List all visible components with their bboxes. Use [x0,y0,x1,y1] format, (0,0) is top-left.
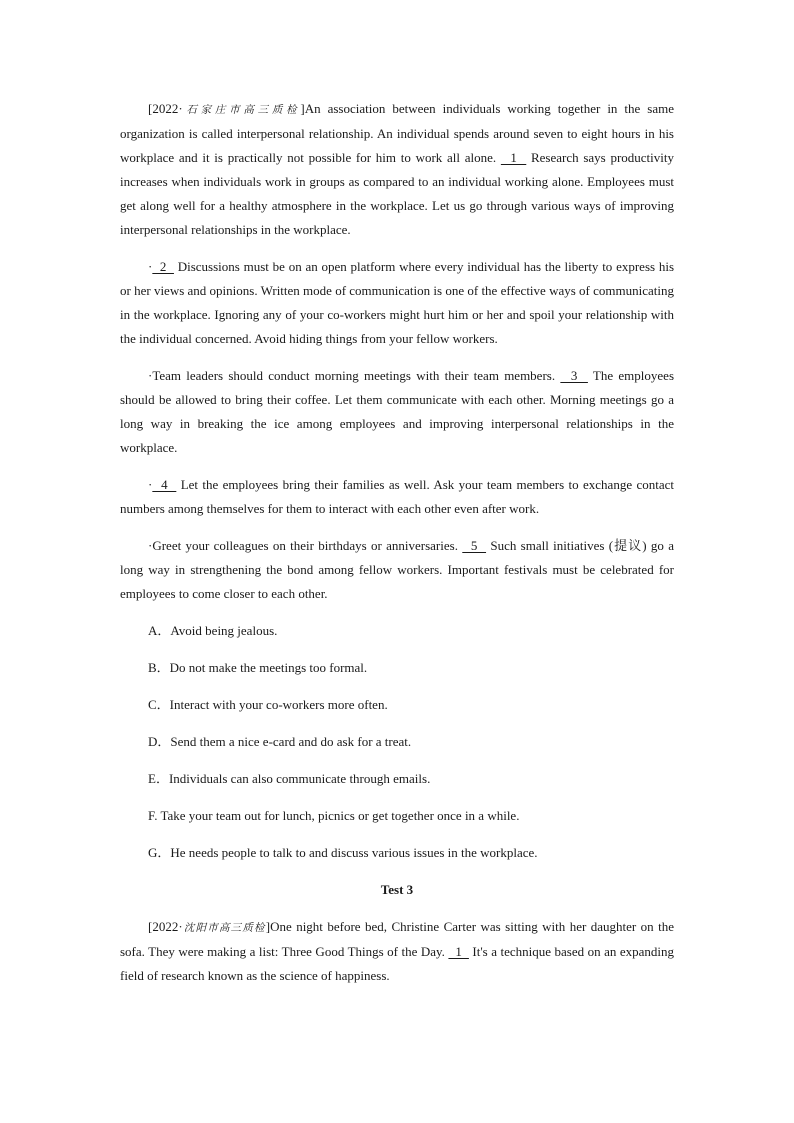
blank-1: 1 [448,944,469,959]
paragraph-text: Discussions must be on an open platform where every individual has the liberty to express his or her views and opinions. Written mode of communication is one of the effective ways of communicating in the workplace. Ignoring any of your co-workers might hurt him or her and spoil your relationship with the individual concerned. Avoid hiding things from your fellow workers. [120,259,675,346]
paragraph-text: One night before bed, Christine Carter was sitting with her daughter on the sofa. They were making a list: Three Good Things of the Day. [120,919,674,959]
paragraph-text: An association between individuals working together in the same organization is called interpersonal relationship. An individual spends around seven to eight hours in his workplace and it is practically not possible for him to work all alone. [120,101,675,165]
bullet-dot: · [148,259,153,274]
answer-options [120,619,674,865]
blank-2: 2 [152,259,174,274]
bullet-dot: · [148,477,153,492]
option-d: D．Send them a nice e-card and do ask for a treat. [148,734,412,749]
blank-4: 4 [152,477,177,492]
source-bracket-open: [2022· [148,919,183,934]
paragraph-text: The employees should be allowed to bring their coffee. Let them communicate with each other. Morning meetings go a long way in breaking the ice among employees and improving interpersonal relationships in the workplace. [120,368,674,455]
passage-intro-paragraph [120,97,674,242]
paragraph-text: Research says productivity increases when individuals work in groups as compared to an individual working alone. Employees must get along well for a healthy atmosphere in the workplace. Let us go through various ways of improving interpersonal relationships in the workplace. [120,150,675,237]
section-heading: Test 3 [380,882,414,897]
option-f: F. Take your team out for lunch, picnics or get together once in a while. [148,808,520,823]
source-bracket-open: [2022· [148,101,183,116]
test3-intro-paragraph [120,915,674,988]
passage-paragraph-3 [120,364,674,460]
option-g: G．He needs people to talk to and discuss various issues in the workplace. [148,845,538,860]
blank-3: 3 [560,368,588,383]
blank-5: 5 [462,538,487,553]
paragraph-text: ·Greet your colleagues on their birthdays or anniversaries. [148,538,463,553]
option-a: A．Avoid being jealous. [148,623,278,638]
passage-paragraph-4 [120,473,674,521]
option-c: C．Interact with your co-workers more often. [148,697,388,712]
passage-paragraph-5 [120,534,674,606]
option-b: B．Do not make the meetings too formal. [148,660,368,675]
document-content [120,97,674,1001]
blank-1: 1 [500,150,527,165]
option-e: E．Individuals can also communicate through emails. [148,771,431,786]
paragraph-text: Let the employees bring their families as well. Ask your team members to exchange contact numbers among themselves for them to interact with each other even after work. [120,477,674,516]
paragraph-text: Such small initiatives (提议) go a long way in strengthening the bond among fellow workers. Important festivals must be celebrated for employees to come closer to each other. [120,538,674,601]
passage-paragraph-2 [120,255,674,351]
source-bracket-close: ] [265,919,271,934]
source-label: 沈阳市高三质检 [182,922,266,934]
paragraph-text: It's a technique based on an expanding field of research known as the science of happiness. [120,944,674,983]
source-label: 石家庄市高三质检 [182,104,301,116]
paragraph-text: ·Team leaders should conduct morning meetings with their team members. [148,368,561,383]
source-bracket-close: ] [300,101,305,116]
